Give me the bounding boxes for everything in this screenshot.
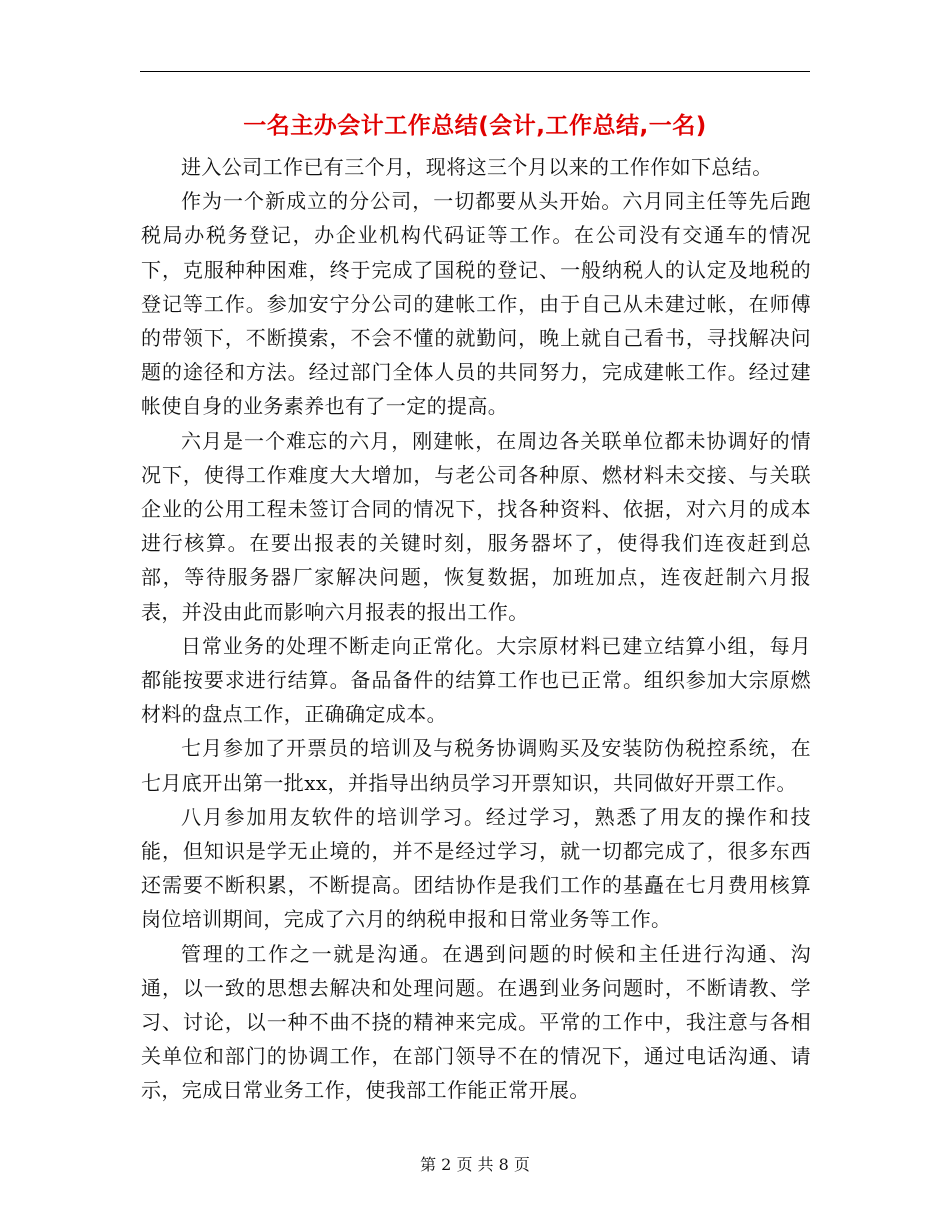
header-rule [140, 71, 810, 72]
document-title: 一名主办会计工作总结(会计,工作总结,一名) [243, 113, 707, 139]
paragraph-june: 六月是一个难忘的六月，刚建帐，在周边各关联单位都未协调好的情况下，使得工作难度大大增加，与老公司各种原、燃材料未交接、与关联企业的公用工程未签订合同的情况下，找各种资料、依据，对六月的成本进行核算。在要出报表的关键时刻，服务器坏了，使得我们连夜赶到总部，等待服务器厂家解决问题，恢复数据，加班加点，连夜赶制六月报表，并没由此而影响六月报表的报出工作。 [141, 428, 811, 624]
document-body [141, 150, 811, 1108]
paragraph-august: 八月参加用友软件的培训学习。经过学习，熟悉了用友的操作和技能，但知识是学无止境的，并不是经过学习，就一切都完成了，很多东西还需要不断积累，不断提高。团结协作是我们工作的基矗在七月费用核算岗位培训期间，完成了六月的纳税申报和日常业务等工作。 [141, 804, 811, 932]
page-number: 第 2 页 共 8 页 [420, 1155, 530, 1174]
paragraph-setup: 作为一个新成立的分公司，一切都要从头开始。六月同主任等先后跑税局办税务登记，办企业机构代码证等工作。在公司没有交通车的情况下，克服种种困难，终于完成了国税的登记、一般纳税人的认定及地税的登记等工作。参加安宁分公司的建帐工作，由于自己从未建过帐，在师傅的带领下，不断摸索，不会不懂的就勤问，晚上就自己看书，寻找解决问题的途径和方法。经过部门全体人员的共同努力，完成建帐工作。经过建帐使自身的业务素养也有了一定的提高。 [141, 189, 811, 419]
paragraph-communication: 管理的工作之一就是沟通。在遇到问题的时候和主任进行沟通、沟通，以一致的思想去解决和处理问题。在遇到业务问题时，不断请教、学习、讨论，以一种不曲不挠的精神来完成。平常的工作中，我注意与各相关单位和部门的协调工作，在部门领导不在的情况下，通过电话沟通、请示，完成日常业务工作，使我部工作能正常开展。 [141, 941, 811, 1103]
paragraph-daily-business: 日常业务的处理不断走向正常化。大宗原材料已建立结算小组，每月都能按要求进行结算。备品备件的结算工作也已正常。组织参加大宗原燃材料的盘点工作，正确确定成本。 [141, 633, 811, 727]
paragraph-july: 七月参加了开票员的培训及与税务协调购买及安装防伪税控系统，在七月底开出第一批xx，并指导出纳员学习开票知识，共同做好开票工作。 [141, 736, 811, 795]
paragraph-intro: 进入公司工作已有三个月，现将这三个月以来的工作作如下总结。 [181, 155, 773, 179]
